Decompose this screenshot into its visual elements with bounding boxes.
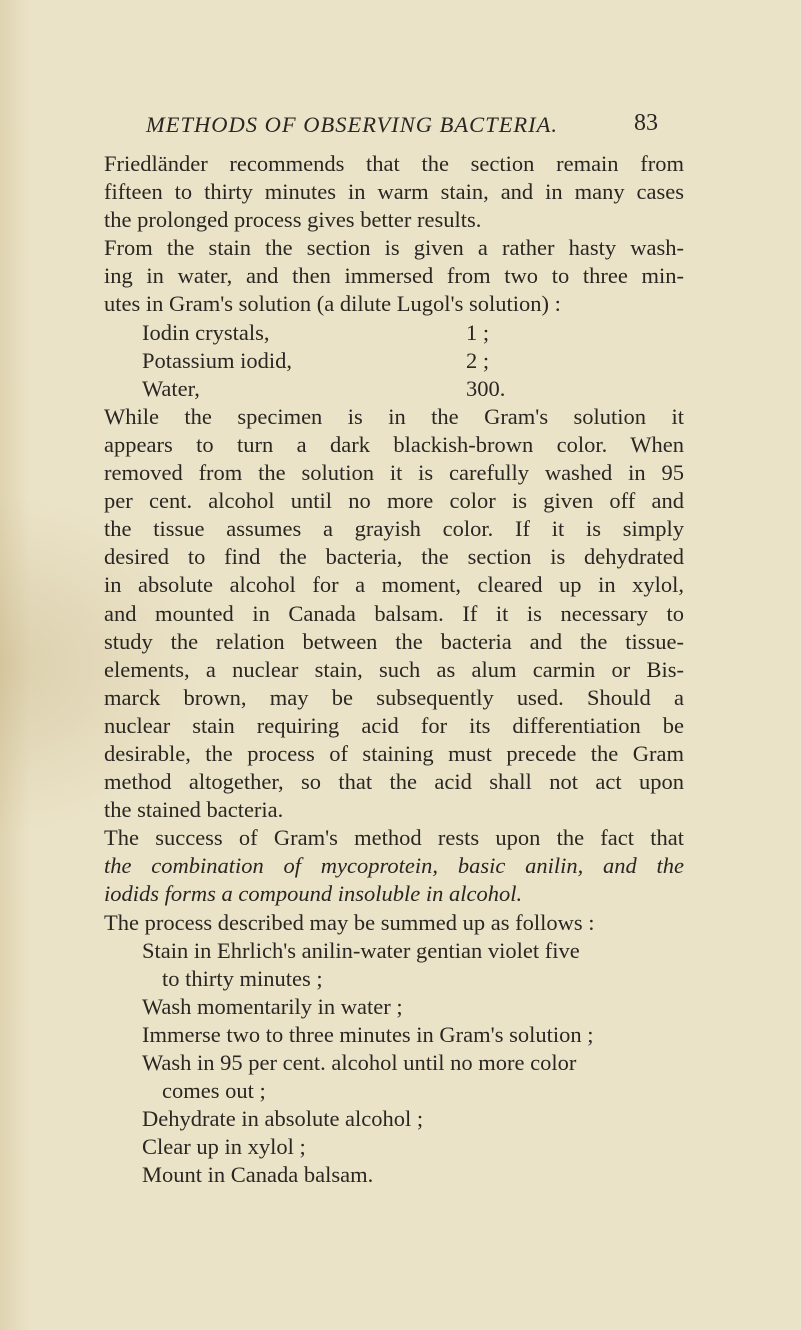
formula-row xyxy=(104,375,684,403)
formula-row xyxy=(104,319,684,347)
page-number: 83 xyxy=(634,110,658,136)
step-1: Stain in Ehrlich's anilin-water gentian violet five xyxy=(142,937,580,963)
paragraph-3-line-3: removed from the solution it is carefully washed in 95 xyxy=(104,460,684,486)
formula-amount: 300. xyxy=(466,375,506,401)
page-header xyxy=(146,112,658,146)
step-5: Dehydrate in absolute alcohol ; xyxy=(142,1106,424,1132)
step-1-continued: to thirty minutes ; xyxy=(162,965,323,991)
paragraph-3-line-10: elements, a nuclear stain, such as alum carmin or Bis- xyxy=(104,656,684,682)
running-head: METHODS OF OBSERVING BACTERIA. xyxy=(146,112,559,137)
paragraph-3-line-6: desired to find the bacteria, the section is dehydrated xyxy=(104,544,684,570)
paragraph-4-line-2: the combination of mycoprotein, basic anilin, and the xyxy=(104,853,684,879)
paragraph-4-line-1: The success of Gram's method rests upon the fact that xyxy=(104,825,684,851)
paragraph-2-line-2: ing in water, and then immersed from two to three min- xyxy=(104,263,684,289)
step-7: Mount in Canada balsam. xyxy=(142,1162,374,1188)
step-3: Immerse two to three minutes in Gram's solution ; xyxy=(142,1021,594,1047)
paragraph-3-line-4: per cent. alcohol until no more color is given off and xyxy=(104,488,684,514)
formula-ingredient: Potassium iodid, xyxy=(142,347,293,373)
paragraph-1-line-2: fifteen to thirty minutes in warm stain, and in many cases xyxy=(104,179,684,205)
paragraph-3-line-2: appears to turn a dark blackish-brown color. When xyxy=(104,431,684,457)
paragraph-3-line-13: desirable, the process of staining must precede the Gram xyxy=(104,740,684,766)
formula-amount: 2 ; xyxy=(466,347,490,373)
step-4: Wash in 95 per cent. alcohol until no more color xyxy=(142,1050,577,1075)
step-2: Wash momentarily in water ; xyxy=(142,993,403,1019)
paragraph-3-line-11: marck brown, may be subsequently used. Should a xyxy=(104,684,684,710)
paragraph-3-line-7: in absolute alcohol for a moment, cleared up in xylol, xyxy=(104,572,684,598)
paragraph-3-line-12: nuclear stain requiring acid for its differentiation be xyxy=(104,712,684,738)
paragraph-2-line-3: utes in Gram's solution (a dilute Lugol's solution) : xyxy=(104,291,561,317)
paragraph-1-line-1: Friedländer recommends that the section remain from xyxy=(104,151,684,176)
paragraph-2-line-1: From the stain the section is given a rather hasty wash- xyxy=(104,235,684,261)
paragraph-5: The process described may be summed up as follows : xyxy=(104,909,595,935)
paragraph-3-line-8: and mounted in Canada balsam. If it is necessary to xyxy=(104,600,684,626)
paragraph-3-line-15: the stained bacteria. xyxy=(104,797,284,823)
step-4-continued: comes out ; xyxy=(162,1078,266,1104)
paragraph-3-line-9: study the relation between the bacteria and the tissue- xyxy=(104,628,684,654)
formula-ingredient: Iodin crystals, xyxy=(142,319,270,345)
formula-ingredient: Water, xyxy=(142,375,200,401)
formula-amount: 1 ; xyxy=(466,319,490,345)
formula-row xyxy=(104,347,684,375)
paragraph-3-line-5: the tissue assumes a grayish color. If it is simply xyxy=(104,516,684,542)
paragraph-1-line-3: the prolonged process gives better results. xyxy=(104,207,482,233)
body-text xyxy=(104,150,684,1189)
paragraph-4-line-3: iodids forms a compound insoluble in alcohol. xyxy=(104,881,523,907)
paragraph-3-line-14: method altogether, so that the acid shall not act upon xyxy=(104,769,684,795)
step-6: Clear up in xylol ; xyxy=(142,1134,306,1160)
paragraph-3-line-1: While the specimen is in the Gram's solution it xyxy=(104,403,684,429)
